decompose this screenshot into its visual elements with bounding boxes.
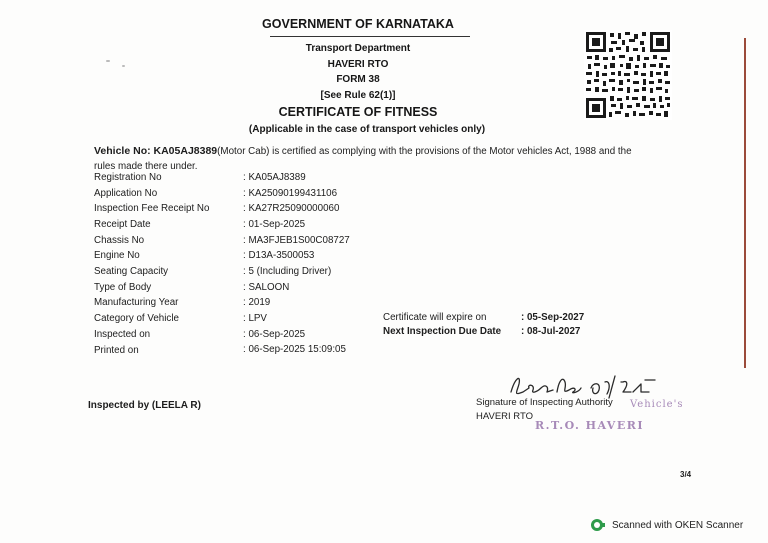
detail-value: : 06-Sep-2025 15:09:05	[243, 344, 346, 355]
expiry-label: Certificate will expire on	[383, 312, 487, 323]
scanner-footer-text: Scanned with OKEN Scanner	[612, 519, 744, 531]
detail-label: Inspected on	[94, 329, 151, 340]
expiry-value: : 05-Sep-2027	[521, 312, 585, 323]
form-number: FORM 38	[336, 74, 380, 85]
detail-label: Category of Vehicle	[94, 313, 179, 324]
rule-reference: [See Rule 62(1)]	[320, 90, 396, 101]
certificate-title: CERTIFICATE OF FITNESS	[278, 105, 438, 119]
detail-label: Application No	[94, 188, 158, 199]
government-heading: GOVERNMENT OF KARNATAKA	[262, 17, 454, 31]
detail-label: Engine No	[94, 250, 140, 261]
department-heading: Transport Department	[305, 43, 411, 54]
detail-label: Printed on	[94, 345, 139, 356]
office-heading: HAVERI RTO	[327, 59, 389, 70]
scan-edge-line	[744, 38, 746, 368]
heading-underline	[270, 36, 470, 37]
scanner-watermark	[590, 518, 743, 532]
detail-value: : KA25090199431106	[243, 188, 338, 199]
detail-label: Receipt Date	[94, 219, 151, 230]
next-inspection-label: Next Inspection Due Date	[383, 326, 502, 337]
detail-value: : 01-Sep-2025	[243, 219, 306, 230]
detail-value: : SALOON	[243, 282, 290, 293]
detail-label: Registration No	[94, 172, 162, 183]
detail-label: Chassis No	[94, 235, 145, 246]
qr-code-icon	[584, 30, 672, 120]
handwritten-signature	[505, 370, 675, 400]
detail-value: : 2019	[243, 297, 271, 308]
next-inspection-value: : 08-Jul-2027	[521, 326, 581, 337]
rto-stamp-line1: Vehicle's	[630, 399, 684, 410]
rto-stamp-line2: R.T.O. HAVERI	[535, 419, 644, 432]
applicability-note: (Applicable in the case of transport vehicles only)	[248, 124, 486, 135]
detail-value: : 06-Sep-2025	[243, 329, 306, 340]
detail-value: : D13A-3500053	[243, 250, 315, 261]
page-number: 3/4	[680, 470, 692, 479]
inspected-by: Inspected by (LEELA R)	[88, 400, 201, 411]
certification-text: (Motor Cab) is certified as complying with the provisions of the Motor vehicles Act, 1988 and the rules made there under.	[94, 146, 632, 172]
detail-label: Inspection Fee Receipt No	[94, 203, 210, 214]
detail-value: : MA3FJEB1S00C08727	[243, 235, 350, 246]
vehicle-number: Vehicle No: KA05AJ8389	[94, 145, 218, 157]
detail-value: : LPV	[243, 313, 267, 324]
detail-label: Type of Body	[94, 282, 152, 293]
signature-label: Signature of Inspecting Authority	[476, 397, 613, 408]
detail-value: : KA27R25090000060	[243, 203, 340, 214]
detail-value: : 5 (Including Driver)	[243, 266, 332, 277]
signature-office: HAVERI RTO	[476, 411, 534, 422]
scanner-logo-icon	[590, 518, 606, 532]
vehicle-certification-statement	[94, 144, 654, 174]
detail-value: : KA05AJ8389	[243, 172, 306, 183]
detail-label: Manufacturing Year	[94, 297, 179, 308]
detail-label: Seating Capacity	[94, 266, 169, 277]
